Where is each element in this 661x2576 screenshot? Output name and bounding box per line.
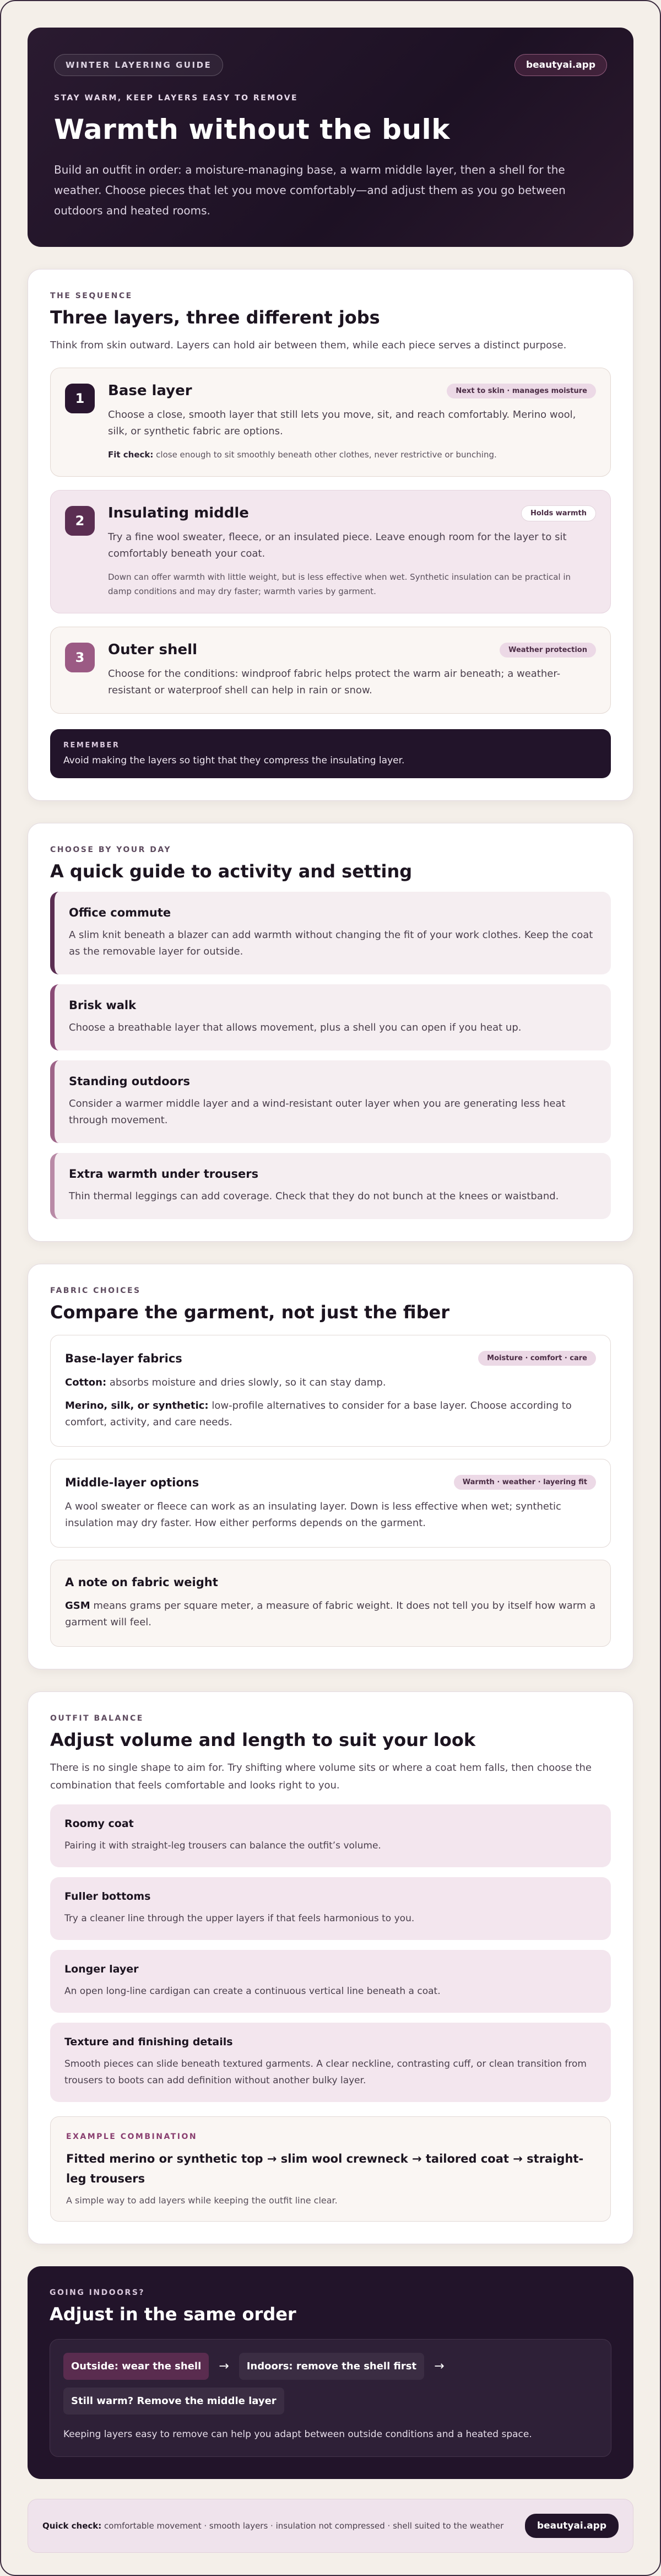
section-eyebrow: OUTFIT BALANCE xyxy=(50,1714,144,1723)
fit-check-label: Fit check: xyxy=(108,450,154,460)
day-item-text: A slim knit beneath a blazer can add warmth without changing the fit of your work clothes. Keep the coat as the removable layer for outside. xyxy=(69,929,593,957)
balance-item-title: Texture and finishing details xyxy=(64,2036,233,2048)
day-guide-card xyxy=(28,823,633,1242)
cotton-note xyxy=(65,1375,596,1391)
layer-description: Try a fine wool sweater, fleece, or an insulated piece. Leave enough room for the layer to sit comfortably beneath your coat. xyxy=(108,531,567,559)
section-intro: Think from skin outward. Layers can hold air between them, while each piece serves a distinct purpose. xyxy=(50,339,567,351)
gsm-label: GSM xyxy=(65,1600,90,1612)
section-intro: There is no single shape to aim for. Try shifting where volume sits or where a coat hem falls, then choose the combination that feels comfortable and looks right to you. xyxy=(50,1762,592,1791)
balance-item-title: Roomy coat xyxy=(64,1818,134,1830)
layer-tag: Weather protection xyxy=(500,643,596,658)
arrow-right-icon: → xyxy=(219,2359,229,2373)
day-item-office-commute xyxy=(50,892,611,974)
balance-item-text: Try a cleaner line through the upper layers if that feels harmonious to you. xyxy=(64,1913,415,1924)
step-still-warm: Still warm? Remove the middle layer xyxy=(63,2388,284,2415)
balance-item-fuller-bottoms xyxy=(50,1877,611,1940)
fabric-item-title: Middle-layer options xyxy=(65,1475,199,1489)
remember-text: Avoid making the layers so tight that they compress the insulating layer. xyxy=(63,755,405,766)
balance-item-longer-layer xyxy=(50,1950,611,2013)
indoors-flow xyxy=(50,2339,611,2457)
balance-item-texture xyxy=(50,2023,611,2102)
day-item-text: Thin thermal leggings can add coverage. Check that they do not bunch at the knees or waistband. xyxy=(69,1190,559,1202)
layer-note: Down can offer warmth with little weight, but is less effective when wet. Synthetic insulation can be practical in damp conditions and may dry faster; warmth varies by garment. xyxy=(108,572,571,596)
balance-item-text: Pairing it with straight-leg trousers can balance the outfit’s volume. xyxy=(64,1840,381,1851)
layer-tag: Holds warmth xyxy=(521,505,596,521)
layer-number: 2 xyxy=(65,506,95,536)
step-indoors: Indoors: remove the shell first xyxy=(239,2353,424,2380)
arrow-right-icon: → xyxy=(434,2359,445,2373)
layer-title: Base layer xyxy=(108,382,192,399)
fabric-item-text: A wool sweater or fleece can work as an insulating layer. Down is less effective when wet; synthetic insulation may dry faster. How either performs depends on the garment. xyxy=(65,1501,561,1529)
indoors-text: Keeping layers easy to remove can help you adapt between outside conditions and a heated space. xyxy=(63,2429,532,2440)
fabric-item-title: A note on fabric weight xyxy=(65,1576,218,1589)
hero-eyebrow: STAY WARM, KEEP LAYERS EASY TO REMOVE xyxy=(54,94,299,103)
section-eyebrow: THE SEQUENCE xyxy=(50,292,133,300)
layer-description: Choose for the conditions: windproof fabric helps protect the warm air beneath; a weather-resistant or waterproof shell can help in rain or snow. xyxy=(108,668,561,696)
fit-check-text: close enough to sit smoothly beneath other clothes, never restrictive or bunching. xyxy=(153,450,497,460)
cotton-label: Cotton: xyxy=(65,1377,107,1388)
section-title: Adjust volume and length to suit your look xyxy=(50,1729,476,1750)
layer-title: Insulating middle xyxy=(108,505,249,521)
day-item-title: Standing outdoors xyxy=(69,1075,190,1088)
quick-check-label: Quick check: xyxy=(42,2521,102,2531)
layer-card-outer xyxy=(50,627,611,714)
fabric-tag: Warmth · weather · layering fit xyxy=(454,1475,596,1490)
example-text: A simple way to add layers while keeping the outfit line clear. xyxy=(66,2195,338,2206)
section-eyebrow: FABRIC CHOICES xyxy=(50,1286,141,1295)
balance-item-title: Longer layer xyxy=(64,1963,139,1975)
balance-item-text: An open long-line cardigan can create a continuous vertical line beneath a coat. xyxy=(64,1986,441,1997)
fabric-item-title: Base-layer fabrics xyxy=(65,1351,182,1365)
layer-card-middle xyxy=(50,490,611,613)
guide-badge: WINTER LAYERING GUIDE xyxy=(54,54,223,76)
balance-card xyxy=(28,1691,633,2244)
section-title: Adjust in the same order xyxy=(50,2304,296,2325)
hero-banner xyxy=(28,28,633,247)
day-item-title: Extra warmth under trousers xyxy=(69,1167,259,1181)
layer-note xyxy=(108,448,596,462)
balance-item-title: Fuller bottoms xyxy=(64,1890,151,1903)
remember-callout xyxy=(50,729,611,778)
section-eyebrow: CHOOSE BY YOUR DAY xyxy=(50,845,172,854)
fabric-item-middle xyxy=(50,1459,611,1548)
balance-item-roomy-coat xyxy=(50,1804,611,1867)
day-item-text: Choose a breathable layer that allows movement, plus a shell you can open if you heat up. xyxy=(69,1022,522,1033)
layer-title: Outer shell xyxy=(108,642,197,658)
section-eyebrow: GOING INDOORS? xyxy=(50,2288,145,2297)
day-item-title: Brisk walk xyxy=(69,999,137,1012)
indoors-card xyxy=(28,2266,633,2479)
day-item-extra-warmth xyxy=(50,1153,611,1219)
fabric-item-base xyxy=(50,1335,611,1447)
remember-label: REMEMBER xyxy=(63,741,120,750)
section-title: Three layers, three different jobs xyxy=(50,307,380,328)
brand-link[interactable]: beautyai.app xyxy=(514,54,607,76)
example-title: Fitted merino or synthetic top → slim wool crewneck → tailored coat → straight-leg trousers xyxy=(66,2152,584,2185)
example-combination xyxy=(50,2116,611,2222)
gsm-note xyxy=(65,1598,596,1631)
day-item-brisk-walk xyxy=(50,984,611,1050)
quick-check-footer xyxy=(28,2499,633,2553)
day-item-text: Consider a warmer middle layer and a wind-resistant outer layer when you are generating less heat through movement. xyxy=(69,1098,566,1126)
footer-brand-link[interactable]: beautyai.app xyxy=(525,2514,619,2538)
day-item-standing-outdoors xyxy=(50,1060,611,1143)
merino-note xyxy=(65,1398,596,1431)
fabric-item-weight xyxy=(50,1560,611,1647)
layer-description: Choose a close, smooth layer that still lets you move, sit, and reach comfortably. Merino wool, silk, or synthetic fabric are options. xyxy=(108,409,576,437)
quick-check-text xyxy=(42,2518,503,2534)
layer-tag: Next to skin · manages moisture xyxy=(447,384,596,398)
balance-item-text: Smooth pieces can slide beneath textured garments. A clear neckline, contrasting cuff, or clean transition from trousers to boots can add definition without another bulky layer. xyxy=(64,2058,587,2086)
section-title: Compare the garment, not just the fiber xyxy=(50,1302,450,1323)
hero-text: Build an outfit in order: a moisture-managing base, a warm middle layer, then a shell for the weather. Choose pieces that let you move comfortably—and adjust them as you go between outdoors and heated rooms. xyxy=(54,163,566,217)
merino-text: low-profile alternatives to consider for a base layer. Choose according to comfort, activity, and care needs. xyxy=(65,1400,572,1428)
section-title: A quick guide to activity and setting xyxy=(50,861,413,882)
fabric-tag: Moisture · comfort · care xyxy=(478,1351,596,1366)
layer-number: 1 xyxy=(65,384,95,413)
gsm-text: means grams per square meter, a measure of fabric weight. It does not tell you by itself how warm a garment will feel. xyxy=(65,1600,596,1628)
page-title: Warmth without the bulk xyxy=(54,114,450,145)
example-label: EXAMPLE COMBINATION xyxy=(66,2132,198,2141)
day-item-title: Office commute xyxy=(69,906,171,919)
step-outside: Outside: wear the shell xyxy=(63,2353,209,2380)
merino-label: Merino, silk, or synthetic: xyxy=(65,1400,209,1411)
quick-check-items: comfortable movement · smooth layers · insulation not compressed · shell suited to the weather xyxy=(101,2521,504,2531)
layer-card-base xyxy=(50,368,611,477)
cotton-text: absorbs moisture and dries slowly, so it can stay damp. xyxy=(106,1377,386,1388)
layer-number: 3 xyxy=(65,643,95,672)
fabric-card xyxy=(28,1264,633,1669)
sequence-card xyxy=(28,269,633,801)
